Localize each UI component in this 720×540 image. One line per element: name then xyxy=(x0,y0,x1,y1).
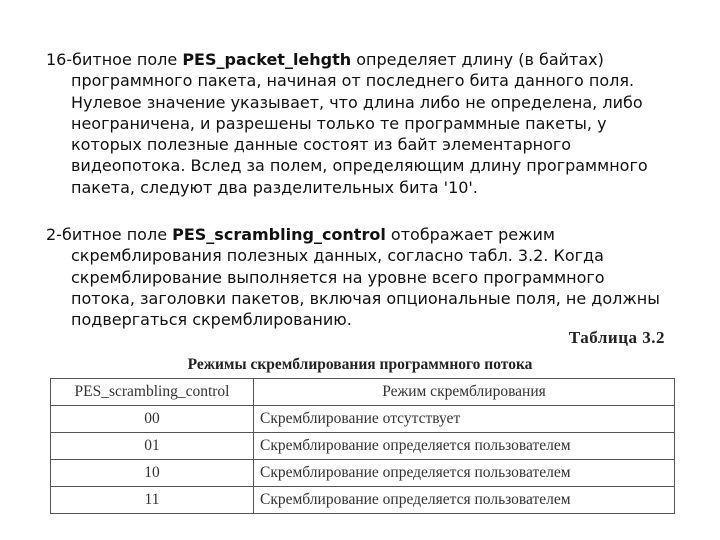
header-cell-mode: Режим скремблирования xyxy=(254,379,675,406)
paragraph-prefix: 2-битное поле xyxy=(46,225,173,244)
table-caption: Режимы скремблирования программного потока xyxy=(187,356,533,373)
cell-mode-description: Скремблирование определяется пользователем xyxy=(254,487,675,514)
header-cell-control: PES_scrambling_control xyxy=(51,379,254,406)
cell-mode-description: Скремблирование определяется пользователем xyxy=(254,460,675,487)
table-row xyxy=(51,487,675,514)
cell-mode-description: Скремблирование определяется пользователем xyxy=(254,433,675,460)
paragraph-text: определяет длину (в байтах) программного пакета, начиная от последнего бита данного поля. Нулевое значение указывает, что длина либо не определена, либо неограничена, и разрешены только те программные пакеты, у которых полезные данные состоят из байт элементарного видеопотока. Вслед за полем, определяющим длину программного пакета, следуют два разделительных бита '10'. xyxy=(71,50,648,197)
table-header-row xyxy=(51,379,675,406)
cell-control-value: 01 xyxy=(51,433,254,460)
table-row xyxy=(51,433,675,460)
field-term: PES_packet_lehgth xyxy=(182,50,352,69)
paragraph-text: отображает режим скремблирования полезных данных, согласно табл. 3.2. Когда скремблирование выполняется на уровне всего программного потока, заголовки пакетов, включая опциональные поля, не должны подвергаться скремблированию. xyxy=(71,225,660,330)
table-row xyxy=(51,406,675,433)
cell-mode-description: Скремблирование отсутствует xyxy=(254,406,675,433)
cell-control-value: 00 xyxy=(51,406,254,433)
scrambling-modes-table xyxy=(50,378,675,514)
paragraph-scrambling-control xyxy=(46,224,671,330)
cell-control-value: 10 xyxy=(51,460,254,487)
field-term: PES_scrambling_control xyxy=(172,225,386,244)
paragraph-packet-length xyxy=(46,49,671,198)
paragraph-prefix: 16-битное поле xyxy=(46,50,183,69)
table-row xyxy=(51,460,675,487)
cell-control-value: 11 xyxy=(51,487,254,514)
table-number: Таблица 3.2 xyxy=(568,328,665,347)
